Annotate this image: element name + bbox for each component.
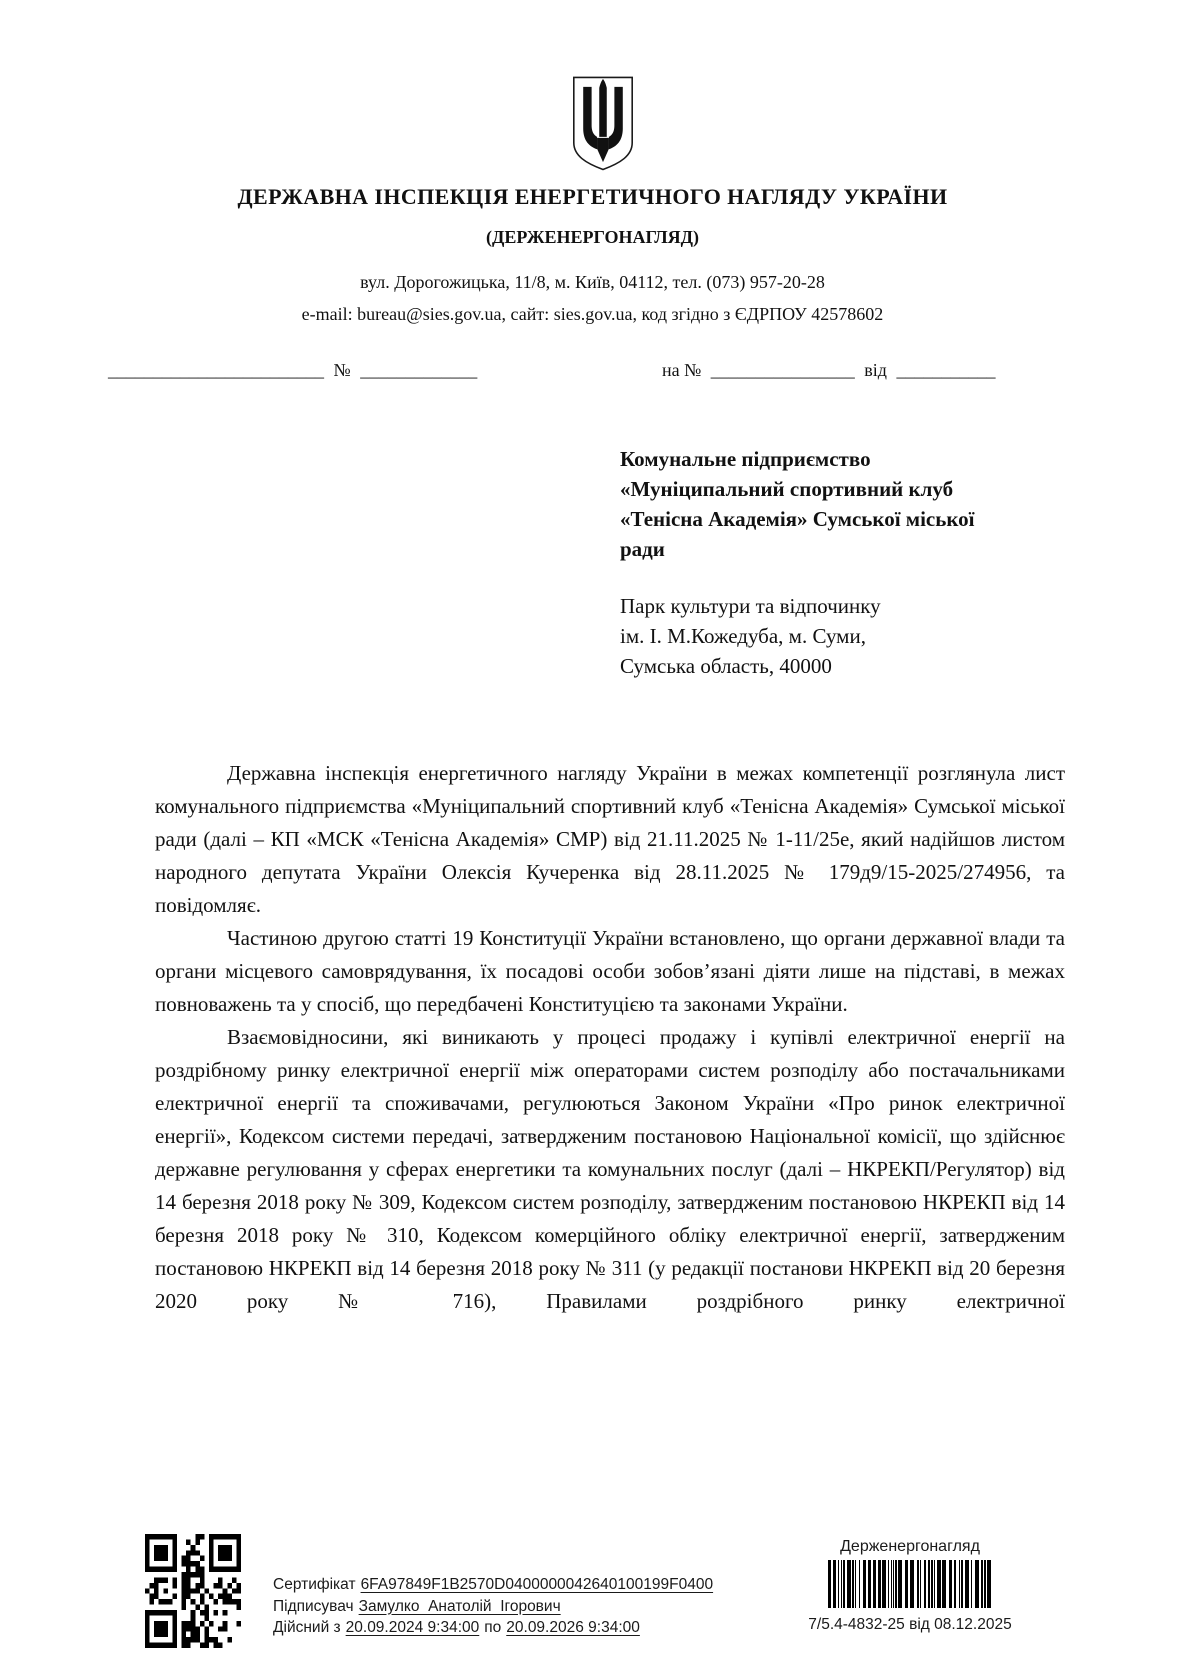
certificate-block: [273, 1574, 713, 1639]
recipient-block: [620, 444, 1080, 681]
outgoing-date-blank: ________________________: [108, 360, 324, 380]
validity-from: 20.09.2024 9:34:00: [345, 1619, 480, 1636]
body-paragraph: Частиною другою статті 19 Конституції України встановлено, що органи державної влади та органи місцевого самоврядування, їх посадові особи зобов’язані діяти лише на підставі, в межах повноважень та у спосіб, що передбачені Конституцією та законами України.: [155, 926, 1065, 1016]
org-address-line-2: e-mail: bureau@sies.gov.ua, сайт: sies.gov.ua, код згідно з ЄДРПОУ 42578602: [301, 304, 884, 324]
reply-date-blank: ___________: [896, 360, 996, 380]
recipient-name-line: «Тенісна Академія» Сумської міської: [620, 507, 975, 531]
org-address-line-1: вул. Дорогожицька, 11/8, м. Київ, 04112, тел. (073) 957-20-28: [360, 272, 825, 292]
certificate-line: [273, 1574, 713, 1596]
stamp-doc-number: 7/5.4-4832-25 від 08.12.2025: [808, 1616, 1012, 1633]
signer-line: [273, 1596, 713, 1618]
org-short-name: (ДЕРЖЕНЕРГОНАГЛЯД): [485, 227, 700, 247]
recipient-name-line: ради: [620, 537, 665, 561]
recipient-address-line: ім. І. М.Кожедуба, м. Суми,: [620, 624, 866, 648]
org-contacts: [0, 266, 1185, 330]
reply-date-label: від: [864, 360, 887, 380]
signer-value: Замулко Анатолій Ігорович: [358, 1597, 561, 1615]
validity-separator: по: [484, 1619, 502, 1636]
recipient-name-line: «Муніципальний спортивний клуб: [620, 477, 954, 501]
recipient-address: [620, 591, 1080, 681]
reply-reference-row: [657, 360, 995, 381]
body-paragraph: Взаємовідносини, які виникають у процесі продажу і купівлі електричної енергії на роздрібному ринку електричної енергії між операторами систем розподілу або постачальниками електричної енергії та споживачами, регулюються Законом України «Про ринок електричної енергії», Кодексом системи передачі, затвердженим постановою Національної комісії, що здійснює державне регулювання у сферах енергетики та комунальних послуг (далі – НКРЕКП/Регулятор) від 14 березня 2018 року № 309, Кодексом систем розподілу, затвердженим постановою НКРЕКП від 14 березня 2018 року № 310, Кодексом комерційного обліку електричної енергії, затвердженим постановою НКРЕКП від 14 березня 2018 року № 311 (у редакції постанови НКРЕКП від 20 березня 2020 року № 716), Правилами роздрібного ринку електричної: [155, 1025, 1065, 1313]
validity-to: 20.09.2026 9:34:00: [506, 1619, 640, 1636]
recipient-address-line: Сумська область, 40000: [620, 654, 832, 678]
recipient-address-line: Парк культури та відпочинку: [620, 594, 881, 618]
barcode-icon: [828, 1560, 992, 1608]
body-paragraph: Державна інспекція енергетичного нагляду України в межах компетенції розглянула лист комунального підприємства «Муніципальний спортивний клуб «Тенісна Академія» Сумської міської ради (далі – КП «МСК «Тенісна Академія» СМР) від 21.11.2025 № 1-11/25е, який надійшов листом народного депутата України Олексія Кучеренка від 28.11.2025 № 179д9/15-2025/274956, та повідомляє.: [155, 761, 1065, 917]
registration-stamp: [785, 1538, 1035, 1634]
recipient-name-line: Комунальне підприємство: [620, 447, 871, 471]
signer-label: Підписувач: [273, 1597, 354, 1615]
stamp-org-label: Держенергонагляд: [840, 1538, 980, 1555]
certificate-label: Сертифікат: [273, 1576, 356, 1593]
reply-number-label: на №: [662, 360, 702, 380]
outgoing-number-blank: _____________: [360, 360, 478, 380]
validity-label: Дійсний з: [273, 1619, 341, 1636]
certificate-value: 6FA97849F1B2570D0400000042640100199F0400: [360, 1576, 714, 1593]
letter-body: [155, 757, 1065, 1318]
qr-code-icon: [145, 1534, 241, 1648]
validity-line: [273, 1617, 713, 1639]
number-sign: №: [333, 360, 351, 380]
outgoing-reference-row: [108, 360, 477, 381]
ukraine-trident-emblem-icon: [570, 75, 636, 172]
recipient-name: [620, 444, 1080, 564]
reply-number-blank: ________________: [710, 360, 855, 380]
org-name: ДЕРЖАВНА ІНСПЕКЦІЯ ЕНЕРГЕТИЧНОГО НАГЛЯДУ УКРАЇНИ: [237, 184, 948, 209]
